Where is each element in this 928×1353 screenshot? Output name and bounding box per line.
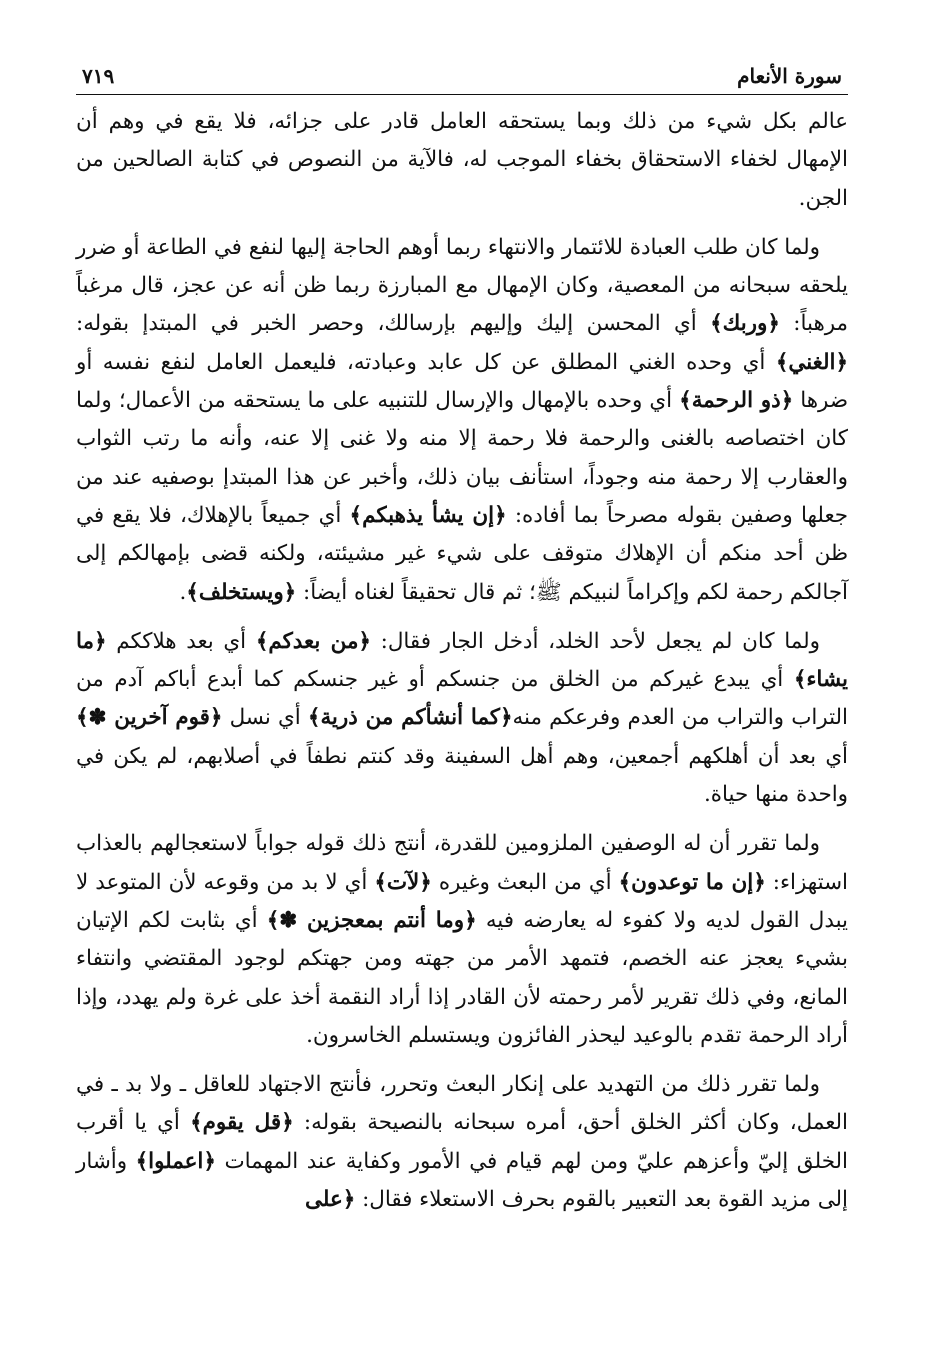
quran-quote: ﴿وربك﴾ (710, 311, 780, 337)
paragraph (76, 825, 848, 1055)
text-run: أي وحده بالإمهال والإرسال للتنبيه على ما يستحقه من الأعمال؛ ولما كان اختصاصه بالغنى والرحمة فلا رحمة إلا منه ولا غنى إلا عنه، وأنه ما رتب الثواب والعقارب إلا رحمة منه وجوداً، استأنف بيان ذلك، وأخبر عن هذا المبتدإ بوصفيه عند من جعلها وصفين بقوله مصرحاً بما أفاده: (76, 388, 848, 528)
text-run: أي من البعث وغيره (431, 869, 619, 895)
text-run: وأشار إلى مزيد القوة بعد التعبير بالقوم بحرف الاستعلاء فقال: (76, 1148, 848, 1213)
text-run: أي جميعاً بالإهلاك، فلا يقع في ظن أحد منكم أن الإهلاك متوقف على شيء غير مشيئته، ولكنه قضى بإمهالكم إلى آجالكم رحمة لكم وإكراماً لنبيكم ﷺ؛ ثم قال تحقيقاً لغناه أيضاً: (76, 502, 848, 605)
page-number: ٧١٩ (82, 64, 115, 88)
text-run: ولما تقرر أن له الوصفين الملزومين للقدرة، أنتج ذلك قوله جواباً لاستعجالهم بالعذاب استهزاء: (76, 831, 848, 895)
quran-quote: ﴿من بعدكم﴾ (255, 628, 371, 654)
text-run: . (179, 579, 187, 605)
quran-quote: ﴿قل يقوم﴾ (190, 1110, 294, 1136)
quran-quote: ﴿ذو الرحمة﴾ (679, 388, 794, 414)
quran-quote: ﴿اعملوا﴾ (135, 1148, 216, 1174)
text-run: ولما كان لم يجعل لأحد الخلد، أدخل الجار فقال: (370, 628, 820, 654)
quran-quote: ﴿إن يشأ يذهبكم﴾ (349, 502, 507, 528)
quran-quote: ﴿ويستخلف﴾ (186, 579, 297, 605)
quran-quote: ﴿الغني﴾ (775, 349, 848, 375)
text-run: أي بعد هلاككم (106, 628, 256, 654)
paragraph (76, 103, 848, 218)
text-run: عالم بكل شيء من ذلك وبما يستحقه العامل قادر على جزائه، فلا يقع في وهم أن الإمهال لخفاء الاستحقاق بخفاء الموجب له، فالآية من النصوص في كتابة الصالحين من الجن. (76, 109, 848, 211)
paragraph (76, 1066, 848, 1219)
quran-quote: ﴿وما أنتم بمعجزين ✽﴾ (266, 907, 477, 933)
quran-quote: ﴿إن ما توعدون﴾ (618, 869, 766, 895)
text-run: ولما كان طلب العبادة للائتمار والانتهاء ربما أوهم الحاجة إليها لنفع في الطاعة أو ضرر يلحقه سبحانه من المعصية، وكان الإمهال مع المبارزة ربما ظن أنه عن عجز، قال مرغباً مرهباً: (76, 234, 848, 337)
quran-quote: ﴿على (305, 1187, 356, 1213)
book-page (76, 58, 848, 1338)
text-run: أي لا بد من وقوعه لأن المتوعد لا يبدل القول لديه ولا كفوء له يعارضه فيه (76, 869, 848, 933)
running-header (76, 58, 848, 95)
text-run: أي المحسن إليك وإليهم بإرسالك، وحصر الخبر في المبتدإ بقوله: (76, 311, 711, 337)
text-run: أي وحده الغني المطلق عن كل عابد وعبادته، فليعمل العامل لنفع نفسه أو ضرها (76, 349, 848, 414)
text-run: أي بعد أن أهلكهم أجمعين، وهم أهل السفينة وقد كنتم نطفاً في أصلابهم، لم يكن في واحدة منها حياة. (76, 743, 848, 808)
quran-quote: ﴿قوم آخرين ✽﴾ (76, 705, 223, 731)
quran-quote: ﴿ما يشاء﴾ (76, 628, 848, 693)
text-run: أي يا أقرب الخلق إليّ وأعزهم عليّ ومن لهم قيام في الأمور وكفاية عند المهمات (76, 1110, 848, 1174)
text-run: أي بثابت لكم الإتيان بشيء يعجز عنه الخصم، فتمهد الأمر من جهته ومن جهتكم لوجود المقتضي وانتفاء المانع، وفي ذلك تقرير لأمر رحمته لأن القادر إذا أراد النقمة أخذ على غرة ولم يهدد، وإذا أراد الرحمة تقدم بالوعيد ليحذر الفائزون ويستسلم الخاسرون. (76, 907, 848, 1048)
quran-quote: ﴿كما أنشأكم من ذرية﴾ (307, 705, 513, 731)
text-run: أي يبدع غيركم من الخلق من جنسكم أو غير جنسكم كما أبدع أباكم آدم من التراب والتراب من العدم وفرعكم منه (76, 667, 848, 731)
body-text (76, 103, 848, 1219)
paragraph (76, 229, 848, 612)
paragraph (76, 623, 848, 814)
quran-quote: ﴿لآت﴾ (374, 869, 432, 895)
text-run: أي نسل (222, 705, 308, 731)
text-run: ولما تقرر ذلك من التهديد على إنكار البعث وتحرر، فأنتج الاجتهاد للعاقل ـ ولا بد ـ في العمل، وكان أكثر الخلق أحق، أمره سبحانه بالنصيحة بقوله: (76, 1072, 848, 1136)
surah-title: سورة الأنعام (737, 64, 842, 88)
